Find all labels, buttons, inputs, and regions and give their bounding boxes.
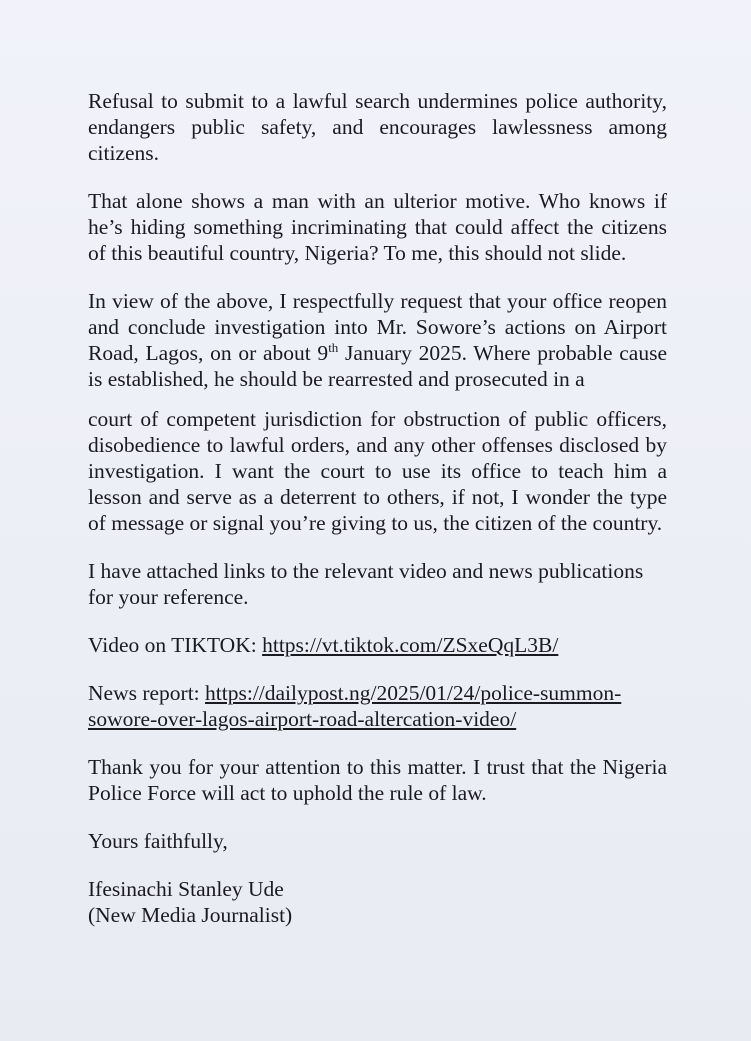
paragraph-ulterior-motive: That alone shows a man with an ulterior motive. Who knows if he’s hiding something incriminating that could affect the citizens of this beautiful country, Nigeria? To me, this should not slide. [88, 189, 667, 265]
paragraph-thanks: Thank you for your attention to this matter. I trust that the Nigeria Police Force will act to uphold the rule of law. [88, 755, 667, 805]
request-text-start: In view of the above, I respectfully request that your office reopen and conclude investigation into Mr. Sowore’s actions on Airport Road, Lagos, on or about 9 [88, 289, 667, 365]
closing-salutation: Yours faithfully, [88, 829, 228, 853]
dailypost-link[interactable]: https://dailypost.ng/2025/01/24/police-summon-sowore-over-lagos-airport-road-altercation-video/ [88, 681, 622, 731]
signer-title: (New Media Journalist) [88, 903, 293, 927]
ordinal-suffix: th [328, 339, 339, 355]
news-label: News report: [88, 681, 206, 705]
paragraph-lawful-search: Refusal to submit to a lawful search undermines police authority, endangers public safety, and encourages lawlessness among citizens. [88, 89, 667, 165]
video-label: Video on TIKTOK: [88, 633, 263, 657]
tiktok-link[interactable]: https://vt.tiktok.com/ZSxeQqL3B/ [262, 633, 559, 657]
signer-name: Ifesinachi Stanley Ude [88, 877, 284, 901]
news-reference [88, 680, 667, 732]
request-text-end: January 2025. Where probable cause is established, he should be rearrested and prosecuted in a [88, 341, 667, 391]
video-reference [88, 632, 667, 658]
paragraph-request [88, 288, 667, 392]
paragraph-court: court of competent jurisdiction for obstruction of public officers, disobedience to lawful orders, and any other offenses disclosed by investigation. I want the court to use its office to teach him a lesson and serve as a deterrent to others, if not, I wonder the type of message or signal you’re giving to us, the citizen of the country. [88, 407, 667, 535]
paragraph-attachments: I have attached links to the relevant video and news publications for your reference. [88, 559, 644, 609]
